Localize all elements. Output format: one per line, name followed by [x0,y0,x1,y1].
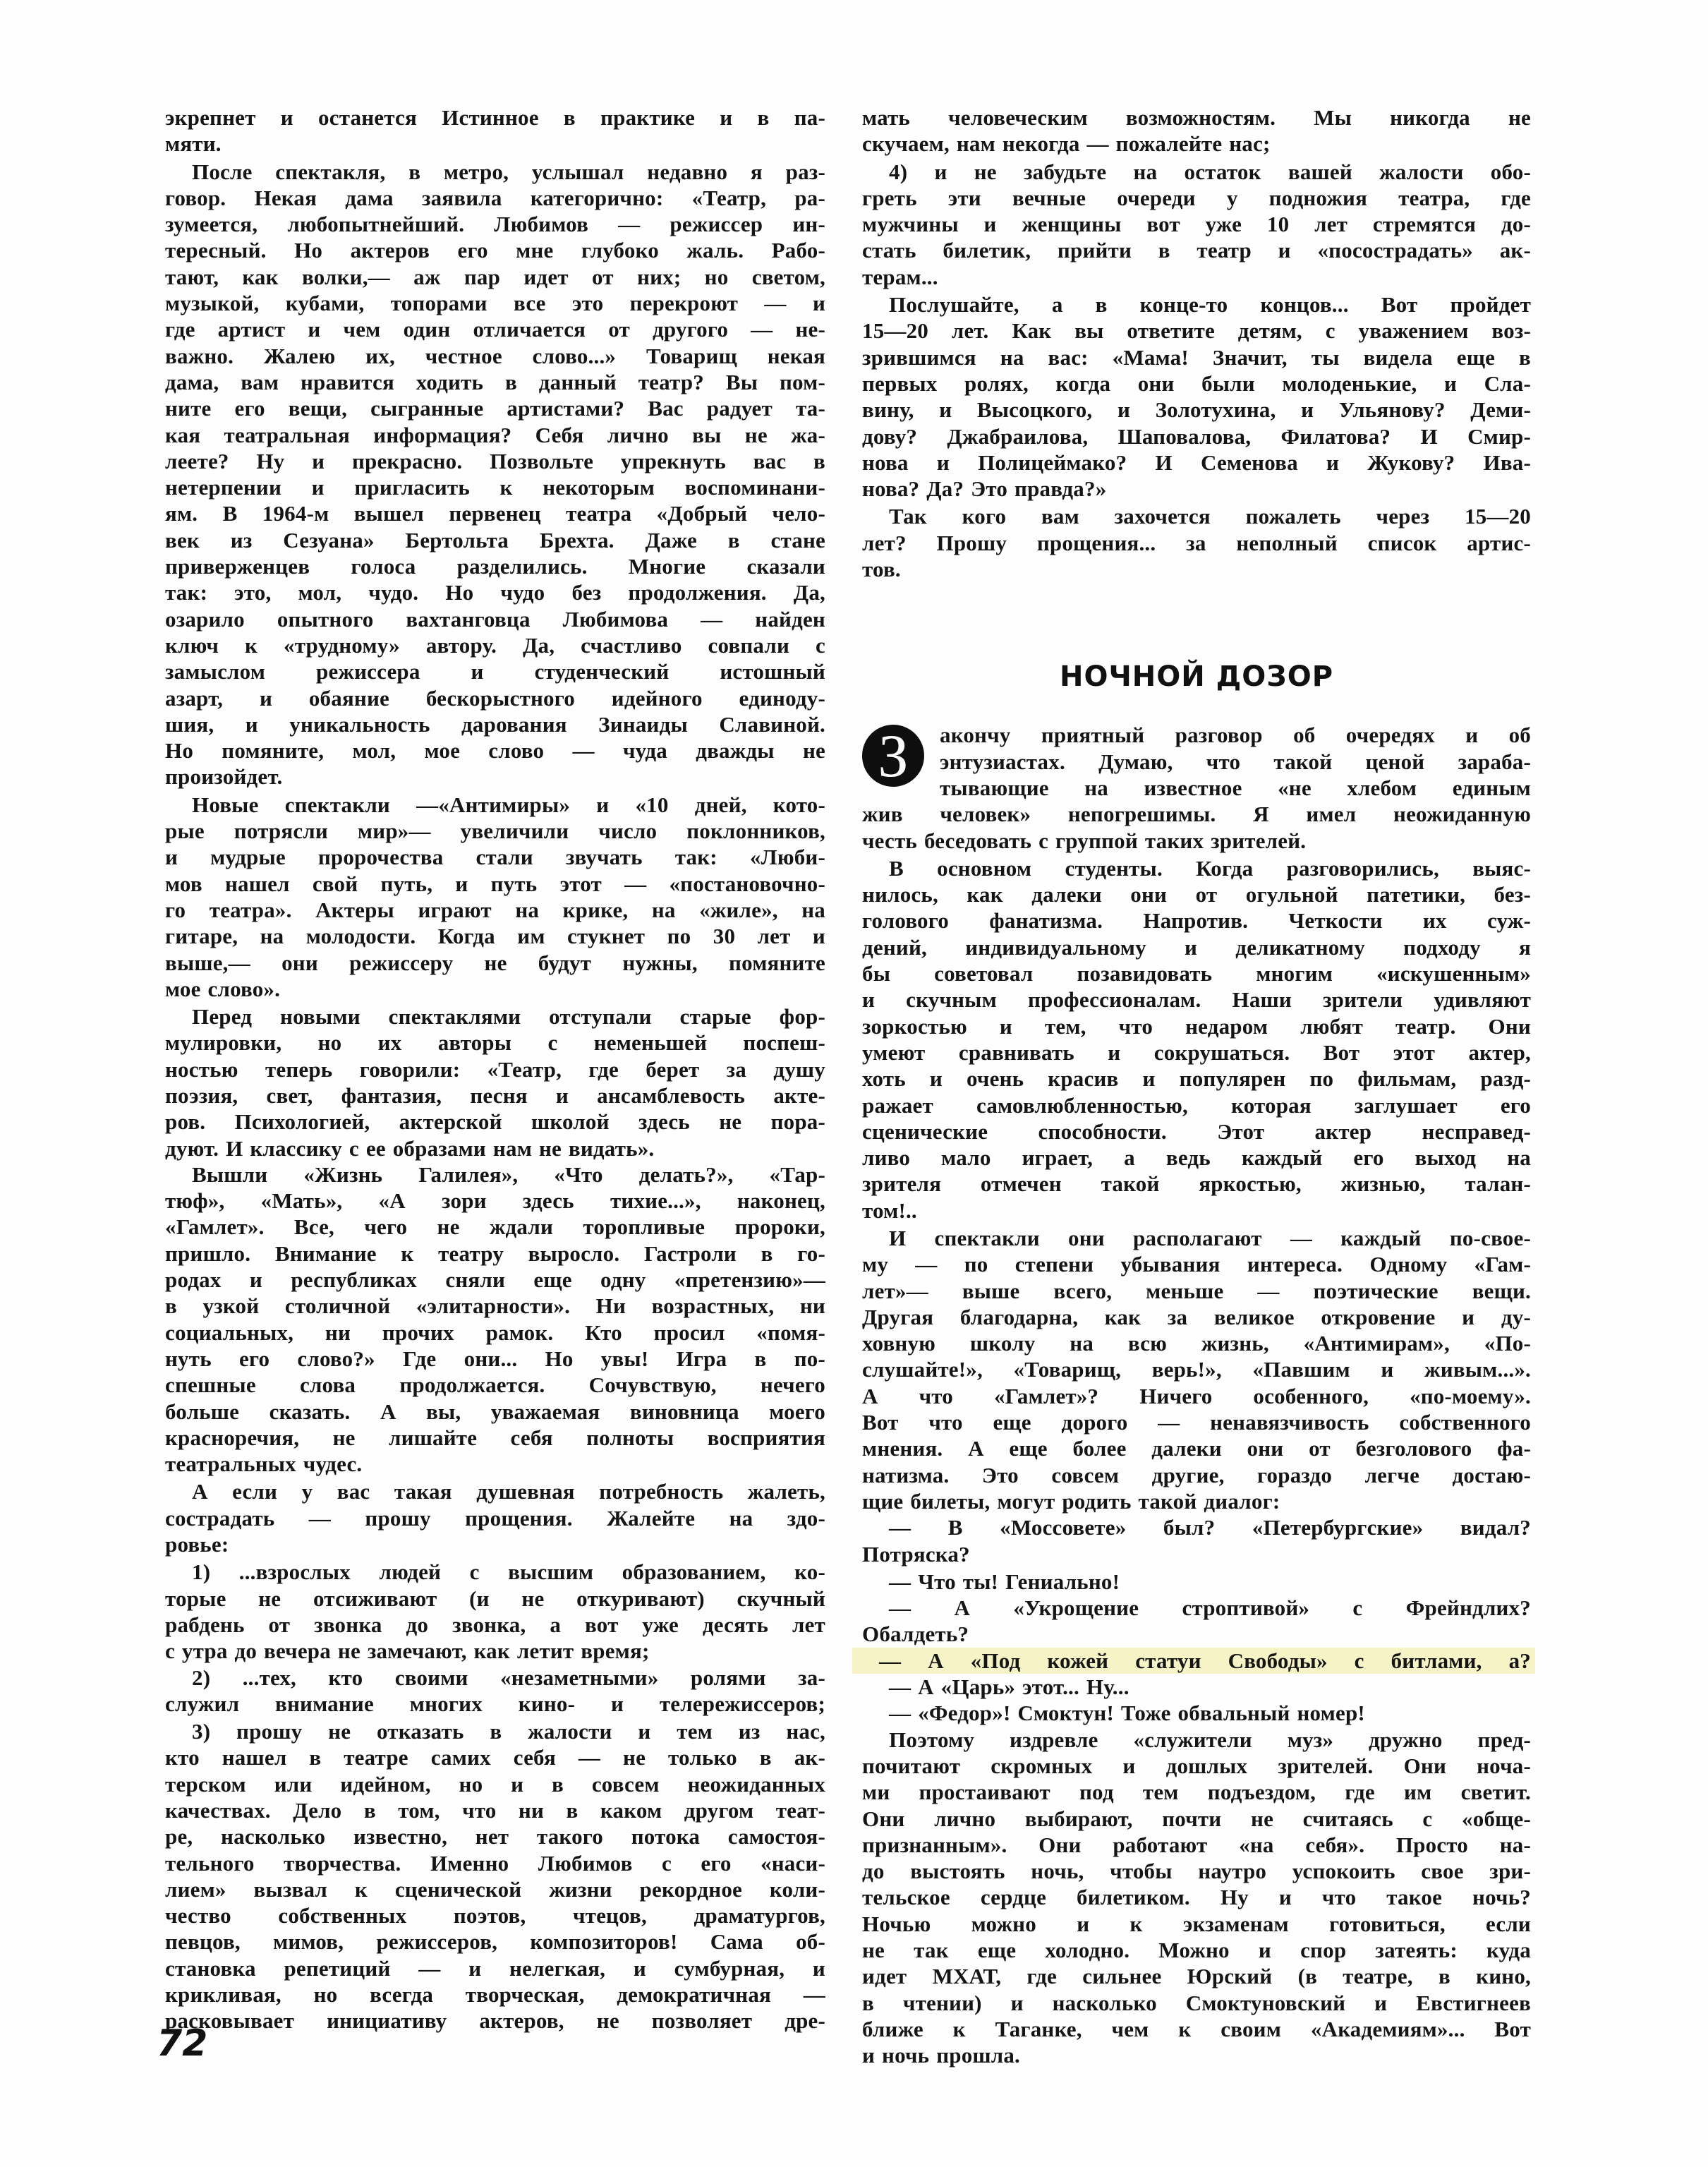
text-line: — В «Моссовете» был? «Петербургские» видал? [889,1515,1531,1540]
text-line: тов. [862,557,901,582]
text-line: качествах. Дело в том, что ни в каком другом теат- [165,1798,825,1823]
text-line: и мудрые пророчества стали звучать так: «Люби- [165,845,825,870]
text-line: дений, индивидуальному и деликатному подходу я [862,934,1531,960]
text-line: замыслом режиссера и студенческий истошный [165,659,825,684]
dropcap-paragraph-start [862,722,1531,801]
text-line: умеют сравнивать и сокрушаться. Вот этот актер, [862,1039,1531,1065]
text-line: где артист и чем один отличается от другого — не- [165,317,825,342]
text-line: нова? Да? Это правда?» [862,476,1107,502]
text-line: Поэтому издревле «служители муз» дружно пред- [889,1727,1531,1752]
text-line: го театра». Актеры играют на крике, на «жиле», на [165,897,825,922]
text-line: важно. Жалею их, честное слово...» Товарищ некая [165,343,825,368]
text-line: кто нашел в театре самих себя — не только в ак- [165,1745,825,1770]
text-line: вину, и Высоцкого, и Золотухина, и Ульянову? Деми- [862,397,1531,423]
text-line: ре, насколько известно, нет такого потока самостоя- [165,1824,825,1849]
text-line: 2) ...тех, кто своими «незаметными» ролями за- [192,1665,825,1690]
text-line: ностью теперь говорили: «Театр, где берет за душу [165,1056,825,1082]
text-line: тюф», «Мать», «А зори здесь тихие...», наконец, [165,1188,825,1214]
right-column-continuation [862,104,1531,582]
text-line: озарило опытного вахтанговца Любимова — найден [165,606,825,632]
text-line: век из Сезуана» Бертольта Брехта. Даже в стане [165,527,825,553]
text-line: в чтении) и насколько Смоктуновский и Евстигнеев [862,1990,1531,2015]
text-line: торые не отсиживают (и не откуривают) скучный [165,1586,825,1611]
text-line: тельного творчества. Именно Любимов с его «наси- [165,1850,825,1876]
text-line: дама, вам нравится ходить в данный театр? Вы пом- [165,369,825,394]
text-line: социальных, ни прочих рамок. Кто просил «помя- [165,1320,825,1345]
text-line: и скучным профессионалам. Наши зрители удивляют [862,987,1531,1013]
text-line: Вот что еще дорого — ненавязчивость собственного [862,1410,1531,1435]
text-line: нуть его слово?» Где они... Но увы! Игра в по- [165,1346,825,1371]
text-line: дуют. И классику с ее образами нам не видать». [165,1135,655,1161]
dropcap-lines [862,722,1531,801]
text-line: Но помяните, мол, мое слово — чуда дважды не [165,738,825,763]
text-line: приверженцев голоса разделились. Многие сказали [165,554,825,579]
text-line: зоркостью и тем, что недаром любят театр. Они [862,1013,1531,1039]
text-line: азарт, и обаяние бескорыстного идейного единоду- [165,685,825,711]
text-line: Послушайте, а в конце-то концов... Вот пройдет [889,292,1531,318]
text-line: певцов, мимов, режиссеров, композиторов! Сама об- [165,1929,825,1955]
text-line: 1) ...взрослых людей с высшим образованием, ко- [192,1559,825,1585]
text-line: — Что ты! Гениально! [889,1569,1120,1594]
text-line: мужчины и женщины вот уже 10 лет стремятся до- [862,212,1531,237]
text-line: нилось, как далеки они от огульной патетики, без- [862,882,1531,907]
text-line: ров. Психологией, актерской школой здесь не пора- [165,1109,825,1135]
page-number: 72 [157,2022,208,2065]
drop-cap-letter: З [862,725,924,787]
text-line: — «Федор»! Смоктун! Тоже обвальный номер! [889,1701,1365,1726]
text-line: музыкой, кубами, топорами все это перекроют — и [165,291,825,316]
text-line: так: это, мол, чудо. Но чудо без продолжения. Да, [165,580,825,605]
text-line: — А «Царь» этот... Ну... [889,1674,1129,1700]
text-line: спешные слова продолжается. Сочувствую, нечего [165,1372,825,1398]
text-line: Потряска? [862,1541,970,1567]
text-line: ми простаивают под тем подъездом, где им светит. [862,1780,1531,1805]
text-line: мяти. [165,131,222,157]
text-line: ровье: [165,1532,229,1557]
text-line: расковывает инициативу актеров, не позволяет дре- [165,2008,825,2034]
text-line: почитают скромных и дошлых зрителей. Они ноча- [862,1753,1531,1778]
text-line: слушайте!», «Товарищ, верь!», «Павшим и живым...». [862,1357,1531,1382]
text-line: леете? Ну и прекрасно. Позвольте упрекнуть вас в [165,448,825,473]
text-line: произойдет. [165,764,283,790]
text-line: мов нашел свой путь, и путь этот — «постановочно- [165,871,825,896]
section-spacer [862,582,1531,656]
text-line: лием» вызвал к сценической жизни рекордное коли- [165,1876,825,1902]
text-line: пришло. Внимание к театру выросло. Гастроли в го- [165,1241,825,1266]
text-line: терам... [862,264,938,289]
article-body [862,801,1531,2068]
text-line: ховную школу на всю жизнь, «Антимирам», «По- [862,1331,1531,1356]
text-line: мулировки, но их авторы с неменьшей поспеш- [165,1030,825,1056]
text-line: 3) прошу не отказать в жалости и тем из нас, [192,1719,825,1744]
text-line: поэзия, свет, фантазия, песня и ансамблевость акте- [165,1082,825,1108]
text-line: театральных чудес. [165,1451,363,1477]
text-line: тают, как волки,— аж пар идет от них; но светом, [165,264,825,289]
text-line: Они лично выбирают, почти не считаясь с «обще- [862,1806,1531,1831]
text-line: красноречия, не лишайте себя полноты восприятия [165,1425,825,1450]
text-line: крикливая, но всегда творческая, демократичная — [165,1982,825,2008]
text-line: Ночью можно и к экзаменам готовиться, если [862,1911,1531,1936]
text-line: экрепнет и останется Истинное в практике и в па- [165,105,825,130]
left-column [165,104,825,2034]
text-line: зумеется, любопытнейший. Любимов — режиссер ин- [165,212,825,237]
text-line: акончу приятный разговор об очередях и об [940,723,1531,748]
text-line: до выстоять ночь, чтобы наутро успокоить свое зри- [862,1859,1531,1884]
text-line: 15—20 лет. Как вы ответите детям, с уважением воз- [862,318,1531,344]
text-line: родах и республиках сняли еще одну «претензию»— [165,1267,825,1293]
text-line: му — по степени убывания интереса. Одному «Гам- [862,1252,1531,1277]
text-line: сценические способности. Этот актер несправед- [862,1118,1531,1144]
text-line: ливо мало играет, а ведь каждый его выход на [862,1145,1531,1171]
text-line: натизма. Это совсем другие, гораздо легче достаю- [862,1462,1531,1487]
text-line: ям. В 1964-м вышел первенец театра «Добрый чело- [165,501,825,526]
text-line: терском или идейном, но и в совсем неожиданных [165,1771,825,1797]
heading-spacer [862,698,1531,722]
text-line: служил внимание многих кино- и телережиссеров; [165,1691,825,1716]
text-line: хоть и очень красив и популярен по фильмам, разд- [862,1066,1531,1092]
text-line: лет? Прошу прощения... за неполный список артис- [862,530,1531,555]
text-line: рые потрясли мир»— увеличили число поклонников, [165,819,825,844]
section-heading: НОЧНОЙ ДОЗОР [1059,660,1334,694]
text-line: А если у вас такая душевная потребность жалеть, [192,1479,825,1504]
text-line: в узкой столичной «элитарности». Ни возрастных, ни [165,1293,825,1319]
text-line: гитаре, на молодости. Когда им стукнет по 30 лет и [165,924,825,949]
text-line: В основном студенты. Когда разговорились, выяс- [889,855,1531,881]
text-line: идет МХАТ, где сильнее Юрский (в театре, в кино, [862,1964,1531,1989]
text-line: щие билеты, могут родить такой диалог: [862,1488,1280,1514]
text-line: и ночь прошла. [862,2043,1021,2068]
text-line: ражает самовлюбленностью, которая заглушает его [862,1092,1531,1118]
text-line: дову? Джабраилова, Шаповалова, Филатова? И Смир- [862,423,1531,449]
text-line: нова и Полицеймако? И Семенова и Жукову? Ива- [862,449,1531,475]
text-line: голового фанатизма. Напротив. Четкости их суж- [862,908,1531,934]
text-line: И спектакли они располагают — каждый по-свое- [889,1225,1531,1250]
text-line: рабдень от звонка до звонка, а вот уже десять лет [165,1612,825,1637]
text-line: Перед новыми спектаклями отступали старые фор- [192,1004,825,1030]
text-line: Другая благодарна, как за великое откровение и ду- [862,1304,1531,1329]
text-line: нетерпении и пригласить к некоторым воспоминани- [165,475,825,500]
text-line: зрителя отмечен такой яркостью, жизнью, талан- [862,1171,1531,1197]
text-line: тересный. Но актеров его мне глубоко жаль. Рабо- [165,238,825,263]
text-line: с утра до вечера не замечают, как летит время; [165,1638,650,1664]
text-line: первых ролях, когда они были молоденькие, и Сла- [862,370,1531,396]
text-line: лет»— выше всего, меньше — поэтические вещи. [862,1278,1531,1303]
text-line: ключ к «трудному» автору. Да, счастливо совпали с [165,632,825,658]
text-line: Обалдеть? [862,1622,969,1647]
text-line: стать билетик, прийти в театр и «посострадать» ак- [862,238,1531,263]
text-line: энтузиастах. Думаю, что такой ценой зараба- [940,749,1531,774]
right-column [862,104,1531,2068]
text-line: греть эти вечные очереди у подножия театра, где [862,185,1531,210]
text-line: После спектакля, в метро, услышал недавно я раз- [192,159,825,184]
text-line: — А «Укрощение строптивой» с Фрейндлих? [889,1595,1531,1621]
text-line: бы советовал позавидовать многим «искушенным» [862,961,1531,986]
text-line: Новые спектакли —«Антимиры» и «10 дней, кото- [192,792,825,817]
text-line: мать человеческим возможностям. Мы никогда не [862,105,1531,130]
highlighted-text-line: — А «Под кожей статуи Свободы» с битлами, а? [852,1648,1535,1674]
text-line: 4) и не забудьте на остаток вашей жалости обо- [889,159,1531,184]
text-line: сострадать — прошу прощения. Жалейте на здо- [165,1505,825,1531]
text-line: говор. Некая дама заявила категорично: «Театр, ра- [165,185,825,210]
text-line: кая театральная информация? Себя лично вы не жа- [165,422,825,447]
text-line: А что «Гамлет»? Ничего особенного, «по-моему». [862,1383,1531,1408]
text-line: не так еще холодно. Можно и спор затеять: куда [862,1938,1531,1962]
text-line: том!.. [862,1197,917,1223]
text-line: зрившимся на вас: «Мама! Значит, ты видела еще в [862,344,1531,370]
text-line: мое слово». [165,976,281,1001]
text-line: «Гамлет». Все, чего не ждали торопливые пророки, [165,1214,825,1240]
text-line: Так кого вам захочется пожалеть через 15—20 [889,504,1531,529]
text-line: чество собственных поэтов, чтецов, драматургов, [165,1903,825,1928]
text-line: скучаем, нам некогда — пожалейте нас; [862,131,1271,157]
text-line: выше,— они режиссеру не будут нужны, помяните [165,950,825,975]
text-line: жив человек» непогрешимы. Я имел неожиданную [862,802,1531,827]
text-line: ните его вещи, сыгранные артистами? Вас радует та- [165,396,825,421]
text-line: становка репетиций — и нелегкая, и сумбурная, и [165,1955,825,1981]
text-line: признанным». Они работают «на себя». Просто на- [862,1832,1531,1857]
text-line: больше сказать. А вы, уважаемая виновница моего [165,1399,825,1424]
text-line: шия, и уникальность дарования Зинаиды Славиной. [165,711,825,737]
text-line: честь беседовать с группой таких зрителей. [862,828,1307,853]
text-line: тельское сердце билетиком. Ну и что такое ночь? [862,1885,1531,1910]
text-line: тывающие на известное «не хлебом единым [940,775,1531,800]
text-line: мнения. А еще более далеки они от безголового фа- [862,1436,1531,1461]
text-line: ближе к Таганке, чем к своим «Академиям»... Вот [862,2016,1531,2041]
text-line: Вышли «Жизнь Галилея», «Что делать?», «Тар- [192,1161,825,1187]
